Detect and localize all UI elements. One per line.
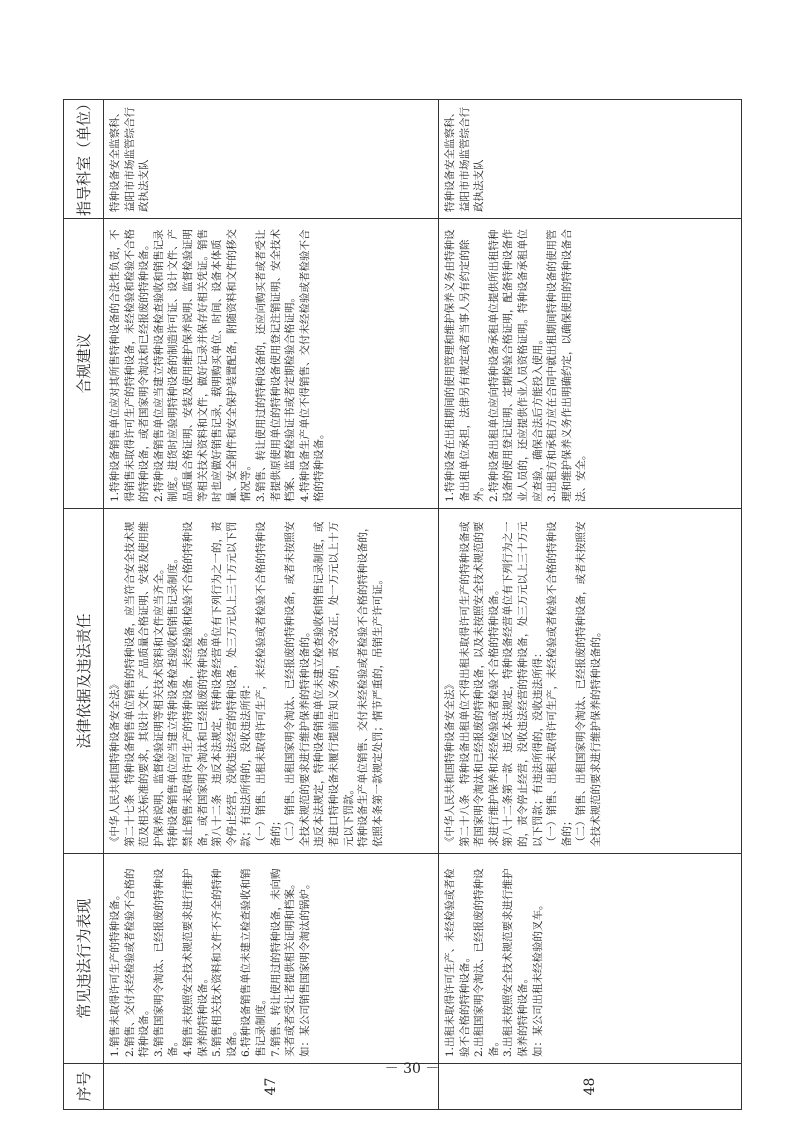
header-seq: 序号 (64, 1064, 104, 1110)
row-behavior: 1.销售未取得许可生产的特种设备。 2.销售、交付未经检验或者检验不合格的特种设备。 3.销售国家明令淘汰、已经报废的特种设备。 4.销售未按照安全技术规范要求进行维护保养的特种设备。 5.销售相关技术资料和文件不齐全的特种设备。 6.特种设备销售单位未建立检查验收和销售记录制度。 7.销售、转让使用过的特种设备，未向购买者或者受让者提供相关证明和档案。 如：某公司销售国家明令淘汰的锅炉。 (104, 854, 439, 1064)
row-seq: 48 (439, 1064, 742, 1110)
row-advice: 1.特种设备在出租期间的使用管理和维护保养义务由特种设备出租单位承担，法律另有规定或者当事人另有约定的除外。 2.特种设备出租单位应向特种设备承租单位提供所出租特种设备的使用登记证明、定期检验合格证明，配备特种设备作业人员的，还应提供作业人员资格证明。特种设备承租单位应查验，确保合法后方能投入使用。 3.出租方和承租方应在合同中就出租期间特种设备的使用管理和维护保养义务作出明确约定，以确保使用的特种设备合法、安全。 (439, 219, 742, 509)
page-number: － 30 － (384, 1061, 440, 1077)
row-seq: 47 (104, 1064, 439, 1110)
table-header-row (64, 100, 104, 1110)
header-dept: 指导科室（单位） (64, 100, 104, 219)
rotated-page (63, 95, 741, 1110)
row-dept: 特种设备安全监察科、益阳市市场监管综合行政执法支队 (439, 100, 742, 219)
regulation-table (63, 95, 742, 1110)
header-behavior: 常见违法行为表现 (64, 854, 104, 1064)
row-law: 《中华人民共和国特种设备安全法》 第二十八条 特种设备出租单位不得出租未取得许可生产的特种设备或者国家明令淘汰和已经报废的特种设备，以及未按照安全技术规范的要求进行维护保养和未经检验或者检验不合格的特种设备。 第八十二条第一款 违反本法规定，特种设备经营单位有下列行为之一的，责令停止经营，没收违法经营的特种设备，处三万元以上三十万元以下罚款；有违法所得的，没收违法所得： （一）销售、出租未取得许可生产，未经检验或者检验不合格的特种设备的； （二）销售、出租国家明令淘汰、已经报废的特种设备，或者未按照安全技术规范的要求进行维护保养的特种设备的。 (439, 509, 742, 854)
table-row (439, 100, 742, 1110)
header-advice: 合规建议 (64, 219, 104, 509)
row-dept: 特种设备安全监察科、益阳市市场监管综合行政执法支队 (104, 100, 439, 219)
row-law: 《中华人民共和国特种设备安全法》 第二十七条 特种设备销售单位销售的特种设备，应当符合安全技术规范及相关标准的要求，其设计文件、产品质量合格证明、安装及使用维护保养说明、监督检验证明等相关技术资料和文件应当齐全。 特种设备销售单位应当建立特种设备检查验收和销售记录制度。 禁止销售未取得许可生产的特种设备，未经检验和检验不合格的特种设备，或者国家明令淘汰和已经报废的特种设备。 第八十二条 违反本法规定，特种设备经营单位有下列行为之一的，责令停止经营，没收违法经营的特种设备，处三万元以上三十万元以下罚款；有违法所得的，没收违法所得： （一）销售、出租未取得许可生产，未经检验或者检验不合格的特种设备的； （二）销售、出租国家明令淘汰、已经报废的特种设备，或者未按照安全技术规范的要求进行维护保养的特种设备的。 违反本法规定，特种设备销售单位未建立检查验收和销售记录制度，或者进口特种设备未履行提前告知义务的，责令改正，处一万元以上十万元以下罚款。 特种设备生产单位销售、交付未经检验或者检验不合格的特种设备的，依照本条第一款规定处罚；情节严重的，吊销生产许可证。 (104, 509, 439, 854)
row-behavior: 1.出租未取得许可生产、未经检验或者检验不合格的特种设备。 2.出租国家明令淘汰、已经报废的特种设备。 3.出租未按照安全技术规范要求进行维护保养的特种设备。 如：某公司出租未经检验的叉车。 (439, 854, 742, 1064)
table-row (104, 100, 439, 1110)
row-advice: 1.特种设备销售单位应对其所售特种设备的合法性负责，不得销售未取得许可生产的特种设备，未经检验和检验不合格的特种设备，或者国家明令淘汰和已经报废的特种设备。 2.特种设备销售单位应当建立特种设备检查验收和销售记录制度。进货时应验明特种设备的制造许可证、设计文件、产品质量合格证明、安装及使用维护保养说明、监督检验证明等相关技术资料和文件，做好记录并保存好相关凭证。销售时也应做好销售记录，载明购买单位、时间、设备本体质量、安全附件和安全保护装置配备，附随资料和文件的移交情况等。 3.销售、转让使用过的特种设备的，还应向购买者或者受让者提供原使用单位的特种设备使用登记注销证明、安全技术档案、监督检验证书或者定期检验合格证明。 4.特种设备生产单位不得销售、交付未经检验或者检验不合格的特种设备。 (104, 219, 439, 509)
header-law: 法律依据及违法责任 (64, 509, 104, 854)
